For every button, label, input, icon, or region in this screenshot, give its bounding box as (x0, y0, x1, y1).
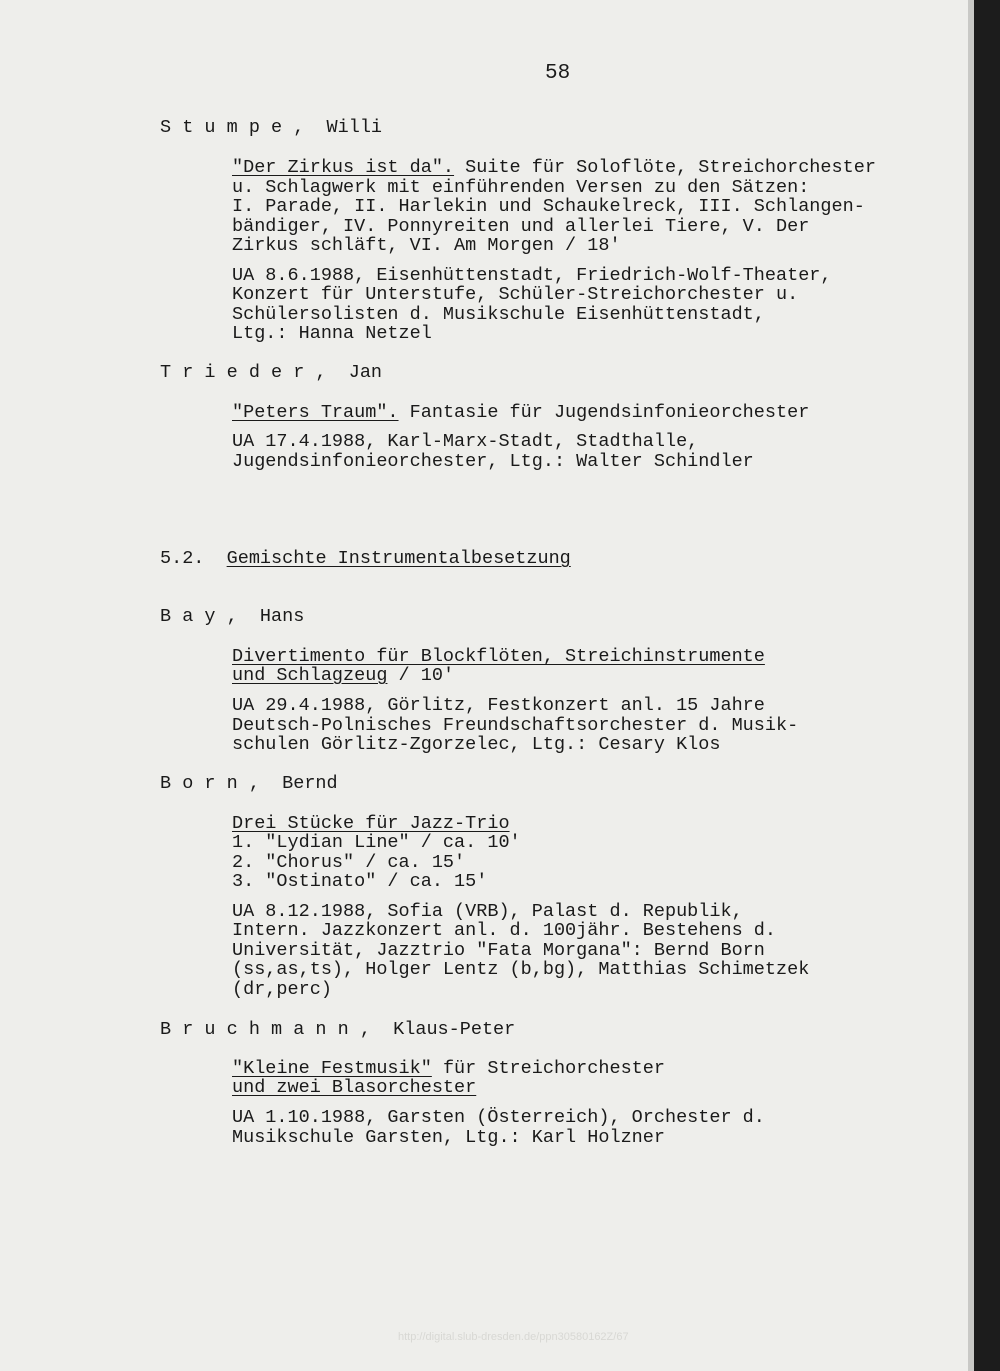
underlined-title: Divertimento für Blockflöten, Streichinstrumente (232, 646, 765, 667)
section-heading-line (160, 549, 571, 569)
text-segment: Fantasie für Jugendsinfonieorchester (398, 402, 810, 423)
underlined-title: Drei Stücke für Jazz-Trio (232, 813, 510, 834)
text-segment: schulen Görlitz-Zgorzelec, Ltg.: Cesary Klos (232, 734, 721, 755)
stumpe-ua-1-line (232, 266, 832, 286)
bruchmann-ua-2-line (232, 1128, 665, 1148)
bay-work-2-line (232, 666, 454, 686)
trieder-work-1-line (232, 403, 809, 423)
text-segment: S t u m p e , Willi (160, 117, 383, 138)
text-segment: Musikschule Garsten, Ltg.: Karl Holzner (232, 1127, 665, 1148)
binding-shadow (974, 0, 1000, 1371)
text-segment: für Streichorchester (431, 1058, 665, 1079)
underlined-title: und zwei Blasorchester (232, 1077, 477, 1098)
text-segment: bändiger, IV. Ponnyreiten und allerlei Tiere, V. Der (232, 216, 810, 237)
text-segment: (dr,perc) (232, 979, 332, 1000)
bruchmann-ua-1-line (232, 1108, 765, 1128)
text-segment: UA 17.4.1988, Karl-Marx-Stadt, Stadthalle, (232, 431, 699, 452)
text-segment: Suite für Soloflöte, Streichorchester (454, 157, 876, 178)
text-segment: B r u c h m a n n , Klaus-Peter (160, 1019, 516, 1040)
stumpe-work-5-line (232, 236, 621, 256)
born-ua-4-line (232, 960, 809, 980)
bay-ua-3-line (232, 735, 720, 755)
bay-ua-1-line (232, 696, 765, 716)
text-segment: UA 1.10.1988, Garsten (Österreich), Orchester d. (232, 1107, 765, 1128)
underlined-title: "Der Zirkus ist da". (232, 157, 455, 178)
stumpe-work-4-line (232, 217, 809, 237)
text-segment: / 10' (387, 665, 455, 686)
trieder-ua-2-line (232, 452, 754, 472)
composer-born-line (160, 774, 338, 794)
text-segment: B o r n , Bernd (160, 773, 338, 794)
composer-stumpe-line (160, 118, 382, 138)
text-segment: Zirkus schläft, VI. Am Morgen / 18' (232, 235, 621, 256)
composer-bruchmann-line (160, 1020, 515, 1040)
text-segment: u. Schlagwerk mit einführenden Versen zu den Sätzen: (232, 177, 810, 198)
born-ua-3-line (232, 941, 765, 961)
born-work-1-line (232, 814, 510, 834)
composer-trieder-line (160, 363, 382, 383)
text-segment: UA 8.6.1988, Eisenhüttenstadt, Friedrich-Wolf-Theater, (232, 265, 832, 286)
text-segment: 2. "Chorus" / ca. 15' (232, 852, 466, 873)
born-work-3-line (232, 853, 465, 873)
born-ua-2-line (232, 921, 776, 941)
stumpe-ua-3-line (232, 305, 765, 325)
text-segment: 5.2. (160, 548, 227, 569)
underlined-title: Gemischte Instrumentalbesetzung (226, 548, 571, 569)
stumpe-work-2-line (232, 178, 809, 198)
text-segment: 1. "Lydian Line" / ca. 10' (232, 832, 521, 853)
born-work-2-line (232, 833, 521, 853)
born-work-4-line (232, 872, 487, 892)
text-segment: B a y , Hans (160, 606, 305, 627)
text-segment: UA 29.4.1988, Görlitz, Festkonzert anl. 15 Jahre (232, 695, 765, 716)
text-segment: Universität, Jazztrio "Fata Morgana": Bernd Born (232, 940, 765, 961)
underlined-title: "Kleine Festmusik" (232, 1058, 432, 1079)
text-segment: (ss,as,ts), Holger Lentz (b,bg), Matthias Schimetzek (232, 959, 810, 980)
underlined-title: und Schlagzeug (232, 665, 388, 686)
text-segment: 3. "Ostinato" / ca. 15' (232, 871, 488, 892)
bruchmann-work-2-line (232, 1078, 476, 1098)
page-number: 58 (545, 62, 571, 85)
text-segment: Schülersolisten d. Musikschule Eisenhüttenstadt, (232, 304, 765, 325)
stumpe-ua-4-line (232, 324, 432, 344)
stumpe-ua-2-line (232, 285, 798, 305)
born-ua-5-line (232, 980, 332, 1000)
text-segment: Jugendsinfonieorchester, Ltg.: Walter Schindler (232, 451, 754, 472)
bay-ua-2-line (232, 716, 798, 736)
text-segment: T r i e d e r , Jan (160, 362, 383, 383)
text-segment: UA 8.12.1988, Sofia (VRB), Palast d. Republik, (232, 901, 743, 922)
composer-bay-line (160, 607, 304, 627)
underlined-title: "Peters Traum". (232, 402, 399, 423)
trieder-ua-1-line (232, 432, 698, 452)
bruchmann-work-1-line (232, 1059, 665, 1079)
text-segment: Konzert für Unterstufe, Schüler-Streichorchester u. (232, 284, 799, 305)
text-segment: Ltg.: Hanna Netzel (232, 323, 432, 344)
bay-work-1-line (232, 647, 765, 667)
source-url-watermark: http://digital.slub-dresden.de/ppn30580162Z/67 (398, 1331, 629, 1343)
born-ua-1-line (232, 902, 743, 922)
text-segment: Intern. Jazzkonzert anl. d. 100jähr. Bestehens d. (232, 920, 776, 941)
stumpe-work-3-line (232, 197, 865, 217)
text-segment: I. Parade, II. Harlekin und Schaukelreck, III. Schlangen- (232, 196, 865, 217)
text-segment: Deutsch-Polnisches Freundschaftsorchester d. Musik- (232, 715, 799, 736)
stumpe-work-1-line (232, 158, 876, 178)
